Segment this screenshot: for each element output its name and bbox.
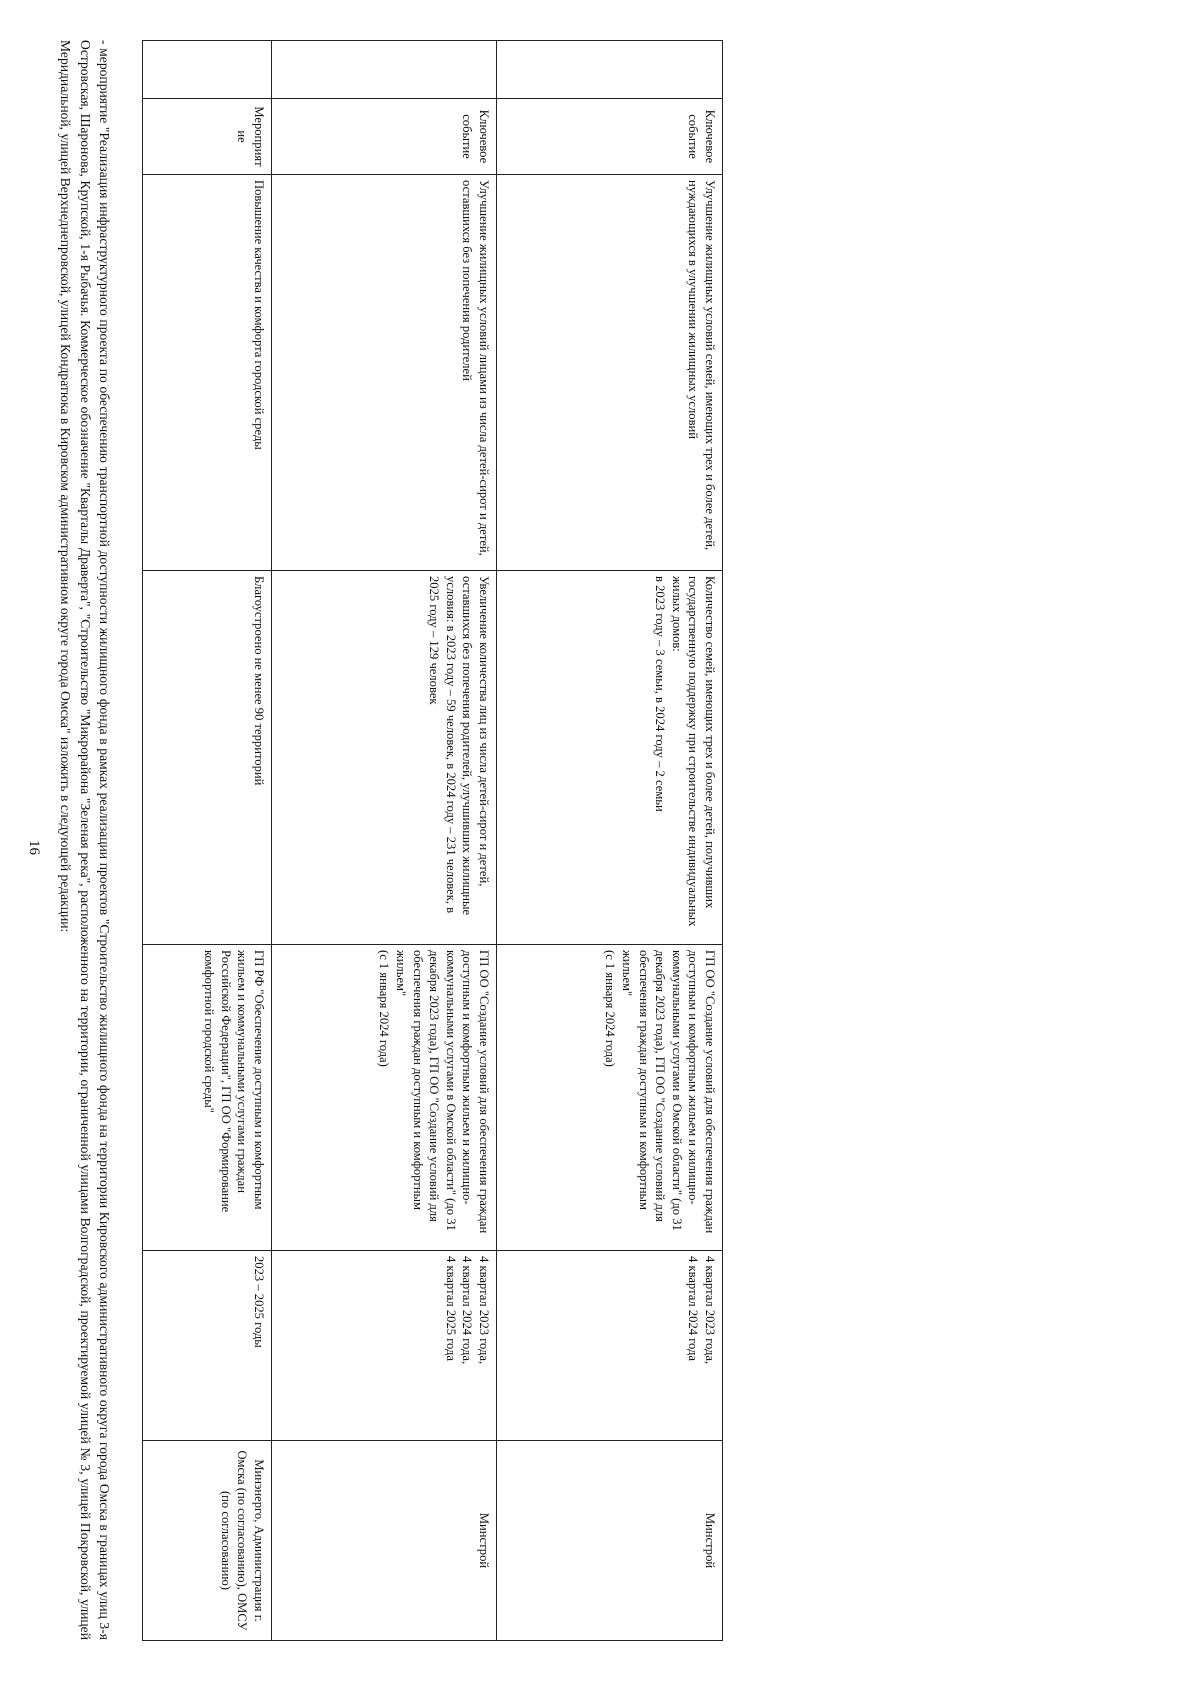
table-row xyxy=(272,41,497,1641)
table-cell-program: ГП ОО "Создание условий для обеспечения граждан доступным и комфортным жильем и жилищно-коммунальными услугами в Омской области" (до 31 декабря 2023 года), ГП ОО "Создание условий для обеспечения граждан доступным и комфортным жильем" (с 1 января 2024 года) xyxy=(497,945,723,1251)
table-cell-kind: Ключевое событие xyxy=(272,99,497,175)
table-cell-empty xyxy=(143,41,272,99)
page-number: 16 xyxy=(26,840,42,855)
table-cell-program: ГП РФ "Обеспечение доступным и комфортным жильем и коммунальными услугами граждан Российской Федерации", ГП ОО "Формирование комфортной городской среды" xyxy=(143,945,272,1251)
table-cell-result: Благоустроено не менее 90 территорий xyxy=(143,571,272,945)
table-cell-program: ГП ОО "Создание условий для обеспечения граждан доступным и комфортным жильем и жилищно-коммунальными услугами в Омской области" (до 31 декабря 2023 года), ГП ОО "Создание условий для обеспечения граждан доступным и комфортным жильем" (с 1 января 2024 года) xyxy=(272,945,497,1251)
table-cell-result: Количество семей, имеющих трех и более детей, получивших государственную поддержку при строительстве индивидуальных жилых домов: в 2023 году – 3 семьи, в 2024 году – 2 семьи xyxy=(497,571,723,945)
table-cell-result: Увеличение количества лиц из числа детей-сирот и детей, оставшихся без попечения родителей, улучшивших жилищные условия: в 2023 году – 59 человек, в 2024 году – 231 человек, в 2025 году – 129 человек xyxy=(272,571,497,945)
note-paragraph: - мероприятие "Реализация инфраструктурного проекта по обеспечению транспортной доступности жилищного фонда в рамках реализации проектов "Строительство жилищного фонда на территории Кировского административного округа города Омска в границах улиц 3-я Островская, Шаронова, Крупской, 1-я Рыбачья. Коммерческое обозначение "Кварталы Драверта", "Строительство "Микрорайона "Зеленая река", расположенного на территории, ограниченной улицами Волгоградской, проектируемой улицей № 3, улицей Покровской, улицей Меридиальной, улицей Верхнеднепровской, улицей Кондратюка в Кировском административном округе города Омска" изложить в следующей редакции: xyxy=(58,40,112,1640)
table-cell-responsible: Минэнерго, Администрация г. Омска (по согласованию), ОМСУ (по согласованию) xyxy=(143,1441,272,1641)
table-cell-empty xyxy=(497,41,723,99)
table-cell-term: 2023 – 2025 годы xyxy=(143,1251,272,1441)
table-cell-kind: Ключевое событие xyxy=(497,99,723,175)
table-cell-term: 4 квартал 2023 года, 4 квартал 2024 года xyxy=(497,1251,723,1441)
activity-table xyxy=(142,40,723,1641)
table-cell-name: Улучшение жилищных условий семей, имеющих трех и более детей, нуждающихся в улучшении жилищных условий xyxy=(497,175,723,571)
table-cell-name: Повышение качества и комфорта городской среды xyxy=(143,175,272,571)
table-row xyxy=(143,41,272,1641)
table-row xyxy=(497,41,723,1641)
rotated-page-content xyxy=(56,40,723,1640)
table-cell-responsible: Минстрой xyxy=(497,1441,723,1641)
table-cell-kind: Мероприятие xyxy=(143,99,272,175)
table-cell-empty xyxy=(272,41,497,99)
table-cell-term: 4 квартал 2023 года, 4 квартал 2024 года, 4 квартал 2025 года xyxy=(272,1251,497,1441)
table-cell-name: Улучшение жилищных условий лицами из числа детей-сирот и детей, оставшихся без попечения родителей xyxy=(272,175,497,571)
table-cell-responsible: Минстрой xyxy=(272,1441,497,1641)
